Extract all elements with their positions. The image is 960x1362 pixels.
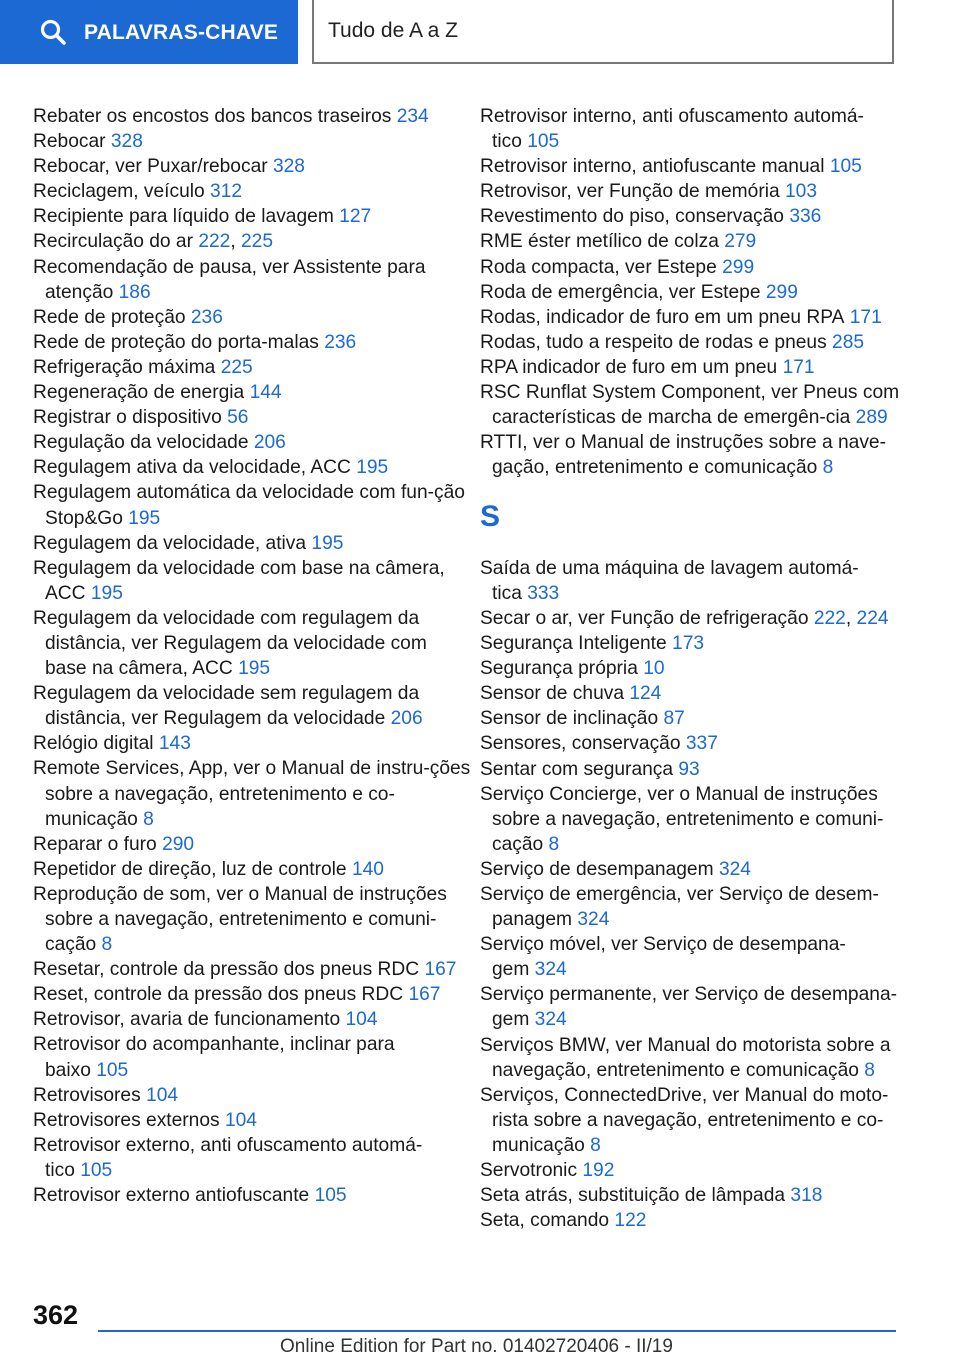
index-entry bbox=[480, 255, 900, 280]
page-link[interactable]: 318 bbox=[790, 1185, 823, 1207]
index-entry-text: Reset, controle da pressão dos pneus RDC bbox=[33, 984, 404, 1006]
search-icon bbox=[40, 19, 66, 45]
index-entry bbox=[480, 330, 900, 355]
page-link[interactable]: 105 bbox=[527, 131, 560, 153]
page-link[interactable]: 324 bbox=[534, 1009, 567, 1031]
page-link[interactable]: 289 bbox=[855, 407, 888, 429]
page-link[interactable]: 206 bbox=[390, 708, 423, 730]
index-entry-text: RPA indicador de furo em um pneu bbox=[480, 356, 778, 378]
index-entry bbox=[480, 681, 900, 706]
index-entry-text: Retrovisores bbox=[33, 1084, 141, 1106]
index-entry-text: Rodas, indicador de furo em um pneu RPA bbox=[480, 306, 845, 328]
index-entry bbox=[33, 430, 473, 455]
page-link[interactable]: 122 bbox=[614, 1210, 647, 1232]
page-link[interactable]: 224 bbox=[856, 607, 889, 629]
index-entry bbox=[480, 179, 900, 204]
index-entry-text: Serviços BMW, ver Manual do motorista sobre a navegação, entretenimento e comunicação bbox=[480, 1034, 891, 1081]
index-entry-text: RSC Runflat System Component, ver Pneus com características de marcha de emergên‐cia bbox=[480, 382, 900, 429]
index-entry-text: Seta, comando bbox=[480, 1210, 610, 1232]
index-entry bbox=[33, 531, 473, 556]
index-entry-text: Sensor de inclinação bbox=[480, 708, 659, 730]
index-entry-text: Segurança própria bbox=[480, 658, 638, 680]
index-entry-text: Secar o ar, ver Função de refrigeração bbox=[480, 607, 809, 629]
page-link[interactable]: 8 bbox=[101, 934, 113, 956]
page-link[interactable]: 105 bbox=[314, 1185, 347, 1207]
index-entry bbox=[33, 556, 473, 606]
index-entry-text: Retrovisor externo antiofuscante bbox=[33, 1185, 310, 1207]
page-number: 362 bbox=[33, 1300, 79, 1330]
index-entry: Recirculação do ar 222, 225 bbox=[33, 231, 274, 253]
index-entry: Secar o ar, ver Função de refrigeração 222, 224 bbox=[480, 607, 889, 629]
page-link[interactable]: 279 bbox=[724, 231, 757, 253]
footer-divider bbox=[98, 1330, 896, 1332]
index-entry-text: Regulagem da velocidade com regulagem da distância, ver Regulagem da velocidade com base na câmera, ACC bbox=[33, 607, 427, 680]
index-entry bbox=[33, 882, 473, 957]
index-entry bbox=[480, 631, 900, 656]
index-entry-text: Recirculação do ar bbox=[33, 231, 193, 253]
index-entry bbox=[480, 305, 900, 330]
index-entry bbox=[33, 1032, 473, 1082]
index-entry-text: Serviço Concierge, ver o Manual de instruções sobre a navegação, entretenimento e comuni‐cação bbox=[480, 783, 884, 855]
page-link[interactable]: 324 bbox=[718, 858, 751, 880]
page-link[interactable]: 337 bbox=[685, 733, 718, 755]
index-entry bbox=[33, 1133, 473, 1183]
index-entry bbox=[480, 757, 900, 782]
index-entry bbox=[33, 330, 473, 355]
page-link[interactable]: 105 bbox=[829, 156, 862, 178]
index-entry-text: Saída de uma máquina de lavagem automá‐tica bbox=[480, 557, 859, 604]
index-entry bbox=[480, 1033, 900, 1083]
index-entry bbox=[33, 1183, 473, 1208]
index-entry bbox=[480, 882, 900, 932]
index-entry-text: Serviço móvel, ver Serviço de desempana‐gem bbox=[480, 934, 846, 981]
index-entry bbox=[480, 857, 900, 882]
index-entry bbox=[33, 104, 473, 129]
index-entry-text: Reciclagem, veículo bbox=[33, 181, 205, 203]
index-entry bbox=[480, 104, 900, 154]
index-entry bbox=[33, 380, 473, 405]
a-to-z-tab[interactable] bbox=[312, 0, 894, 64]
index-entry bbox=[480, 229, 900, 254]
page-link[interactable]: 333 bbox=[527, 582, 560, 604]
page-link[interactable]: 144 bbox=[249, 382, 282, 404]
index-entry-text: Rebater os encostos dos bancos traseiros bbox=[33, 106, 392, 127]
page-link[interactable]: 195 bbox=[356, 457, 389, 479]
index-entry bbox=[33, 1083, 473, 1108]
index-entry bbox=[480, 556, 900, 606]
index-entry-text: Refrigeração máxima bbox=[33, 356, 216, 378]
index-entry-text: Roda de emergência, ver Estepe bbox=[480, 281, 761, 303]
page-link[interactable]: 10 bbox=[643, 658, 665, 680]
page-link[interactable]: 8 bbox=[864, 1059, 875, 1081]
index-entry-text: Retrovisores externos bbox=[33, 1109, 220, 1131]
index-entry bbox=[480, 782, 900, 857]
page-link[interactable]: 105 bbox=[96, 1059, 129, 1081]
page-link[interactable]: 222 bbox=[813, 607, 846, 629]
index-entry-text: Retrovisor do acompanhante, inclinar para baixo bbox=[33, 1034, 395, 1081]
index-entry bbox=[33, 982, 473, 1007]
index-entry bbox=[480, 706, 900, 731]
index-entry bbox=[33, 480, 473, 530]
page-link[interactable]: 234 bbox=[396, 106, 429, 127]
index-entry-text: Serviço de desempanagem bbox=[480, 858, 714, 880]
index-entry bbox=[480, 982, 900, 1032]
page-link[interactable]: 186 bbox=[118, 281, 151, 303]
page-link[interactable]: 140 bbox=[351, 858, 384, 880]
page-link[interactable]: 328 bbox=[272, 156, 305, 178]
page-link[interactable]: 8 bbox=[590, 1134, 601, 1156]
page-link[interactable]: 312 bbox=[210, 181, 243, 203]
index-entry bbox=[480, 731, 900, 756]
page-link[interactable]: 87 bbox=[663, 708, 685, 730]
index-entry bbox=[33, 154, 473, 179]
index-entry-text: Retrovisor interno, anti ofuscamento automá‐tico bbox=[480, 106, 864, 153]
page-link[interactable]: 195 bbox=[90, 582, 123, 604]
page-link[interactable]: 56 bbox=[227, 407, 249, 429]
page-link[interactable]: 167 bbox=[424, 959, 457, 981]
page-link[interactable]: 173 bbox=[672, 633, 705, 655]
index-entry bbox=[33, 455, 473, 480]
index-entry-text: Relógio digital bbox=[33, 733, 154, 755]
index-entry bbox=[480, 204, 900, 229]
page-link[interactable]: 167 bbox=[408, 984, 441, 1006]
index-entry-text: Roda compacta, ver Estepe bbox=[480, 256, 717, 278]
index-entry-text: Repetidor de direção, luz de controle bbox=[33, 858, 347, 880]
page-link[interactable]: 93 bbox=[678, 758, 700, 780]
index-entry bbox=[33, 1007, 473, 1032]
index-entry bbox=[480, 932, 900, 982]
page-link[interactable]: 236 bbox=[190, 306, 223, 328]
page-link[interactable]: 328 bbox=[110, 131, 143, 153]
index-entry-text: Regeneração de energia bbox=[33, 382, 245, 404]
index-entry bbox=[33, 606, 473, 681]
index-entry bbox=[33, 204, 473, 229]
index-entry bbox=[33, 756, 473, 831]
index-entry-text: Segurança Inteligente bbox=[480, 633, 667, 655]
index-entry-text: Sentar com segurança bbox=[480, 758, 674, 780]
page-link[interactable]: 324 bbox=[534, 959, 567, 981]
page-link[interactable]: 206 bbox=[253, 432, 286, 454]
page-link[interactable]: 324 bbox=[577, 909, 610, 931]
index-entry-text: Revestimento do piso, conservação bbox=[480, 206, 784, 228]
index-entry-text: Serviços, ConnectedDrive, ver Manual do moto‐rista sobre a navegação, entretenimento e co‐municação bbox=[480, 1084, 889, 1156]
page-link[interactable]: 225 bbox=[241, 231, 274, 253]
index-entry-text: Reparar o furo bbox=[33, 833, 157, 855]
page-link[interactable]: 195 bbox=[238, 658, 271, 680]
index-entry-text: Rede de proteção do porta-malas bbox=[33, 331, 319, 353]
index-entry-text: Regulagem da velocidade sem regulagem da distância, ver Regulagem da velocidade bbox=[33, 683, 420, 730]
page-link[interactable]: 103 bbox=[785, 181, 818, 203]
page-link[interactable]: 195 bbox=[311, 532, 344, 554]
page-link[interactable]: 222 bbox=[198, 231, 231, 253]
index-entry-text: Reprodução de som, ver o Manual de instruções sobre a navegação, entretenimento e comuni‐cação bbox=[33, 883, 447, 956]
index-entry-text: Regulagem da velocidade, ativa bbox=[33, 532, 307, 554]
index-entry-text: Registrar o dispositivo bbox=[33, 407, 222, 429]
page-link[interactable]: 8 bbox=[822, 457, 834, 479]
page-link[interactable]: 236 bbox=[324, 331, 357, 353]
index-column-left bbox=[33, 104, 473, 1208]
page-link[interactable]: 8 bbox=[548, 833, 560, 855]
page-link[interactable]: 104 bbox=[224, 1109, 257, 1131]
index-entry-text: Retrovisor interno, antiofuscante manual bbox=[480, 156, 825, 178]
index-entry-text: Recomendação de pausa, ver Assistente para atenção bbox=[33, 256, 426, 303]
page-link[interactable]: 104 bbox=[146, 1084, 179, 1106]
index-entry bbox=[480, 1083, 900, 1158]
a-to-z-tab-label: Tudo de A a Z bbox=[328, 19, 458, 42]
index-entry-text: Regulagem ativa da velocidade, ACC bbox=[33, 457, 351, 479]
index-entry-text: Sensores, conservação bbox=[480, 733, 681, 755]
page-link[interactable]: 171 bbox=[782, 356, 815, 378]
keywords-tab-label: PALAVRAS-CHAVE bbox=[84, 21, 279, 44]
page-link[interactable]: 195 bbox=[128, 507, 161, 529]
index-entry bbox=[33, 957, 473, 982]
index-entry-text: RTTI, ver o Manual de instruções sobre a nave‐gação, entretenimento e comunicação bbox=[480, 432, 886, 479]
index-entry bbox=[33, 1108, 473, 1133]
page-link[interactable]: 8 bbox=[143, 808, 154, 830]
page-link[interactable]: 143 bbox=[158, 733, 191, 755]
page-link[interactable]: 290 bbox=[162, 833, 195, 855]
keywords-tab[interactable] bbox=[0, 0, 298, 64]
index-entry bbox=[33, 832, 473, 857]
index-entry-text: Retrovisor, ver Função de memória bbox=[480, 181, 780, 203]
index-entry-text: Rebocar bbox=[33, 131, 106, 153]
index-entry bbox=[480, 154, 900, 179]
index-column-right bbox=[480, 104, 900, 1233]
index-entry-text: Servotronic bbox=[480, 1160, 578, 1182]
index-entry-text: Serviço de emergência, ver Serviço de desem‐panagem bbox=[480, 884, 879, 931]
index-entry bbox=[480, 1158, 900, 1183]
page-link[interactable]: 104 bbox=[345, 1009, 378, 1031]
index-entry bbox=[480, 280, 900, 305]
page-link[interactable]: 192 bbox=[582, 1160, 615, 1182]
index-entry-text: Retrovisor, avaria de funcionamento bbox=[33, 1009, 341, 1031]
index-entry bbox=[33, 179, 473, 204]
index-entry bbox=[33, 405, 473, 430]
index-entry-text: Retrovisor externo, anti ofuscamento automá‐tico bbox=[33, 1134, 423, 1181]
index-entry-text: Resetar, controle da pressão dos pneus RDC bbox=[33, 959, 420, 981]
edition-note: Online Edition for Part no. 01402720406 - II/19 bbox=[280, 1336, 673, 1357]
index-entry-text: Rodas, tudo a respeito de rodas e pneus bbox=[480, 331, 827, 353]
index-entry bbox=[480, 355, 900, 380]
index-entry bbox=[480, 656, 900, 681]
index-entry bbox=[33, 305, 473, 330]
page-link[interactable]: 225 bbox=[220, 356, 253, 378]
index-entry-text: Rebocar, ver Puxar/rebocar bbox=[33, 156, 268, 178]
index-entry-text: Sensor de chuva bbox=[480, 683, 624, 705]
page-link[interactable]: 285 bbox=[832, 331, 865, 353]
index-entry bbox=[33, 731, 473, 756]
section-letter: S bbox=[480, 500, 501, 534]
index-entry-text: Recipiente para líquido de lavagem bbox=[33, 206, 334, 228]
index-entry bbox=[33, 355, 473, 380]
index-entry bbox=[480, 1208, 900, 1233]
index-entry-text: Serviço permanente, ver Serviço de desempana‐gem bbox=[480, 984, 898, 1031]
index-entry-text: RME éster metílico de colza bbox=[480, 231, 719, 253]
page-link[interactable]: 127 bbox=[339, 206, 372, 228]
page-link[interactable]: 336 bbox=[789, 206, 822, 228]
index-entry-text: Regulagem automática da velocidade com fun‐ção Stop&Go bbox=[33, 482, 465, 529]
page-link[interactable]: 105 bbox=[80, 1159, 113, 1181]
index-entry bbox=[480, 380, 900, 430]
index-entry-text: Regulagem da velocidade com base na câmera, ACC bbox=[33, 557, 445, 604]
index-entry-text: Rede de proteção bbox=[33, 306, 186, 328]
header bbox=[0, 0, 960, 68]
index-entry bbox=[33, 681, 473, 731]
page-link[interactable]: 124 bbox=[629, 683, 662, 705]
page-link[interactable]: 171 bbox=[849, 306, 882, 328]
index-entry bbox=[33, 255, 473, 305]
index-entry bbox=[33, 129, 473, 154]
index-entry-text: Regulação da velocidade bbox=[33, 432, 249, 454]
index-entry-text: Seta atrás, substituição de lâmpada bbox=[480, 1185, 786, 1207]
page-link[interactable]: 299 bbox=[722, 256, 755, 278]
index-entry-text: Remote Services, App, ver o Manual de instru‐ções sobre a navegação, entretenimento e co‐municação bbox=[33, 758, 471, 830]
index-entry bbox=[480, 1183, 900, 1208]
page-link[interactable]: 299 bbox=[765, 281, 798, 303]
index-entry bbox=[480, 430, 900, 480]
index-entry bbox=[33, 857, 473, 882]
